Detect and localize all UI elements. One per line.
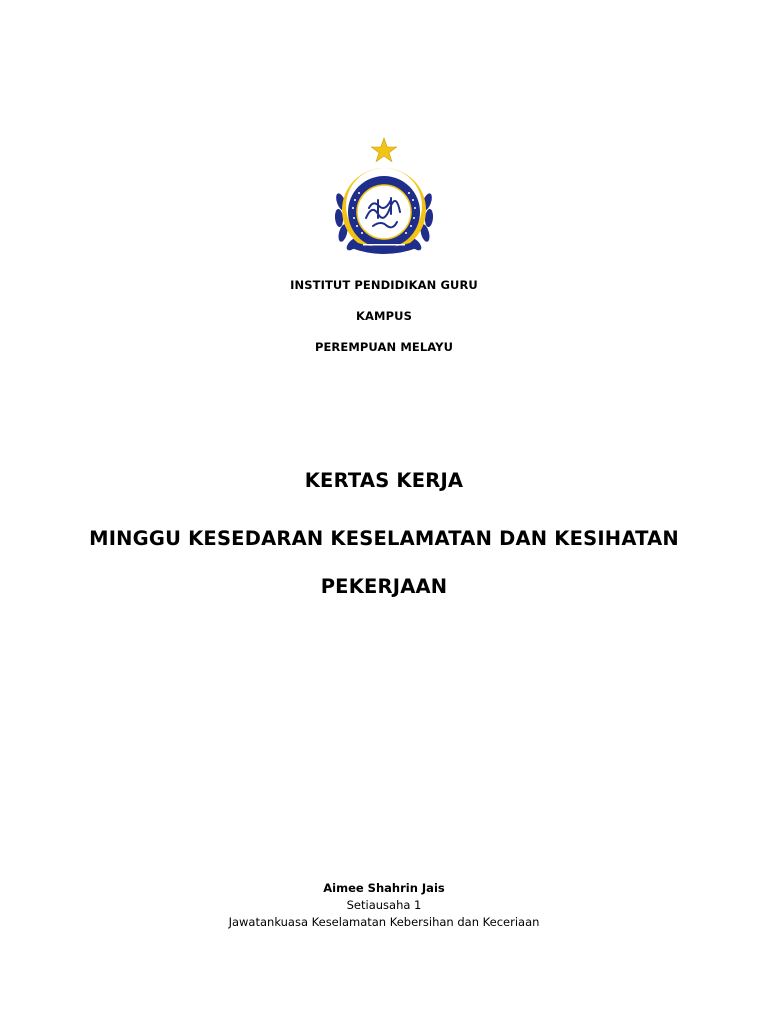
institute-crest-icon xyxy=(333,136,435,260)
document-type: KERTAS KERJA xyxy=(304,469,464,492)
star-icon xyxy=(371,138,396,162)
author-name: Aimee Shahrin Jais xyxy=(323,881,445,895)
institution-name: INSTITUT PENDIDIKAN GURU xyxy=(290,278,478,292)
document-title-line-1: MINGGU KESEDARAN KESELAMATAN DAN KESIHATAN xyxy=(89,527,679,550)
campus-label: KAMPUS xyxy=(356,309,412,323)
author-committee: Jawatankuasa Keselamatan Kebersihan dan Keceriaan xyxy=(228,915,540,929)
campus-name: PEREMPUAN MELAYU xyxy=(314,340,454,354)
document-title-line-2: PEKERJAAN xyxy=(320,575,448,598)
author-role: Setiausaha 1 xyxy=(346,898,422,912)
